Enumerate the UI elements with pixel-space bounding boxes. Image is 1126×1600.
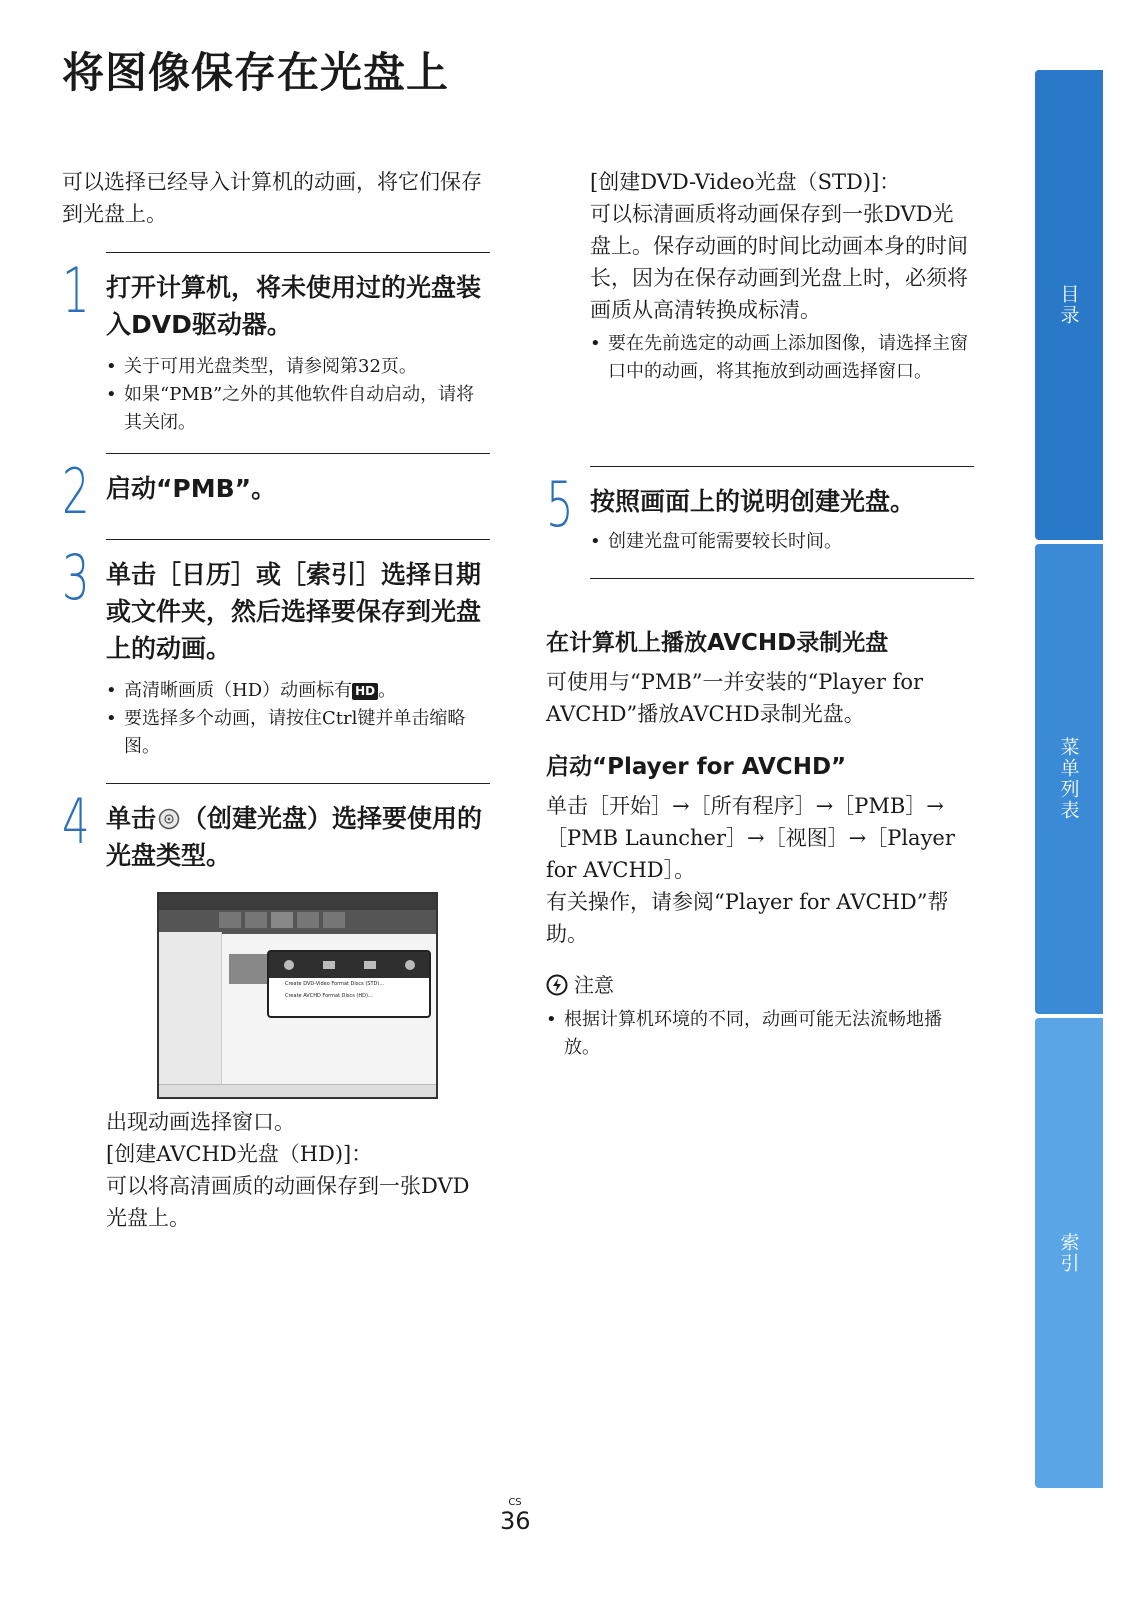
right-column — [590, 166, 974, 386]
create-discs-icon — [284, 960, 294, 970]
dvd-video-label: [创建DVD-Video光盘（STD)]： — [590, 170, 901, 194]
note-block — [546, 968, 976, 1062]
tab-menu-list[interactable] — [1035, 544, 1103, 1014]
left-column — [62, 166, 490, 874]
tab-label: 索引 — [1057, 1232, 1080, 1274]
step-number: 2 — [62, 455, 90, 528]
page-title: 将图像保存在光盘上 — [62, 48, 450, 97]
dvd-video-bullets — [590, 330, 974, 386]
step-4-after — [106, 1106, 486, 1234]
tab-label: 菜单列表 — [1057, 737, 1080, 821]
step-number: 5 — [546, 468, 574, 541]
after-label: [创建AVCHD光盘（HD)]： — [106, 1142, 373, 1166]
step-bullets — [106, 677, 490, 761]
section-heading: 在计算机上播放AVCHD录制光盘 — [546, 630, 889, 656]
tab-contents[interactable] — [1035, 70, 1103, 540]
tab-label: 目录 — [1057, 284, 1080, 326]
menu-item[interactable]: Create DVD-Video Format Discs (STD)... — [285, 981, 385, 987]
list-item: • 关于可用光盘类型，请参阅第32页。 — [106, 353, 490, 381]
step-2 — [62, 453, 490, 527]
intro-text: 可以选择已经导入计算机的动画，将它们保存到光盘上。 — [62, 170, 482, 226]
step-bullets — [106, 353, 490, 437]
caution-icon — [546, 974, 568, 996]
section-heading: 启动“Player for AVCHD” — [546, 754, 847, 780]
step-heading: 打开计算机，将未使用过的光盘装入DVD驱动器。 — [106, 273, 482, 339]
section-text: 单击［开始］→［所有程序］→［PMB］→［PMB Launcher］→［视图］→［Player for AVCHD］。 — [546, 794, 955, 882]
list-item: • 如果“PMB”之外的其他软件自动启动，请将其关闭。 — [106, 381, 490, 437]
section-text: 可使用与“PMB”一并安装的“Player for AVCHD”播放AVCHD录制光盘。 — [546, 670, 924, 726]
after-desc: 可以将高清画质的动画保存到一张DVD光盘上。 — [106, 1174, 470, 1230]
note-heading: 注意 — [574, 973, 614, 997]
list-item: • 高清晰画质（HD）动画标有 HD 。 — [106, 677, 490, 705]
list-item: • 根据计算机环境的不同，动画可能无法流畅地播放。 — [546, 1006, 976, 1062]
section-play — [546, 626, 976, 1062]
step-number: 4 — [62, 785, 90, 858]
list-item: • 要在先前选定的动画上添加图像，请选择主窗口中的动画，将其拖放到动画选择窗口。 — [590, 330, 974, 386]
disc-icon — [158, 808, 180, 830]
share-online-icon — [405, 960, 415, 970]
step-heading: 启动“PMB”。 — [106, 474, 277, 503]
page-number: 36 — [500, 1507, 531, 1535]
list-item: • 要选择多个动画，请按住Ctrl键并单击缩略图。 — [106, 705, 490, 761]
hd-icon: HD — [352, 683, 378, 700]
step-heading: 按照画面上的说明创建光盘。 — [590, 487, 916, 516]
open-with-icon — [364, 961, 376, 969]
step-heading: 单击［日历］或［索引］选择日期或文件夹，然后选择要保存到光盘上的动画。 — [106, 560, 482, 663]
pmb-screenshot — [157, 892, 438, 1099]
step-4 — [62, 783, 490, 874]
section-text: 有关操作，请参阅“Player for AVCHD”帮助。 — [546, 890, 949, 946]
step-bullets — [590, 528, 974, 556]
step-1 — [62, 252, 490, 437]
note-bullets — [546, 1006, 976, 1062]
after-text: 出现动画选择窗口。 — [106, 1110, 295, 1134]
step-5 — [546, 466, 974, 579]
step-heading: 单击 （创建光盘）选择要使用的光盘类型。 — [106, 804, 483, 870]
page-number-block — [500, 1498, 530, 1534]
menu-item[interactable]: Create AVCHD Format Discs (HD)... — [285, 993, 373, 999]
step-number: 3 — [62, 541, 90, 614]
tab-index[interactable] — [1035, 1018, 1103, 1488]
step-number: 1 — [62, 254, 90, 327]
email-icon — [323, 961, 335, 969]
step-3 — [62, 539, 490, 761]
page-lang: CS — [508, 1497, 522, 1508]
list-item: • 创建光盘可能需要较长时间。 — [590, 528, 974, 556]
dvd-video-text: 可以标清画质将动画保存到一张DVD光盘上。保存动画的时间比动画本身的时间长，因为在保存动画到光盘上时，必须将画质从高清转换成标清。 — [590, 202, 968, 322]
